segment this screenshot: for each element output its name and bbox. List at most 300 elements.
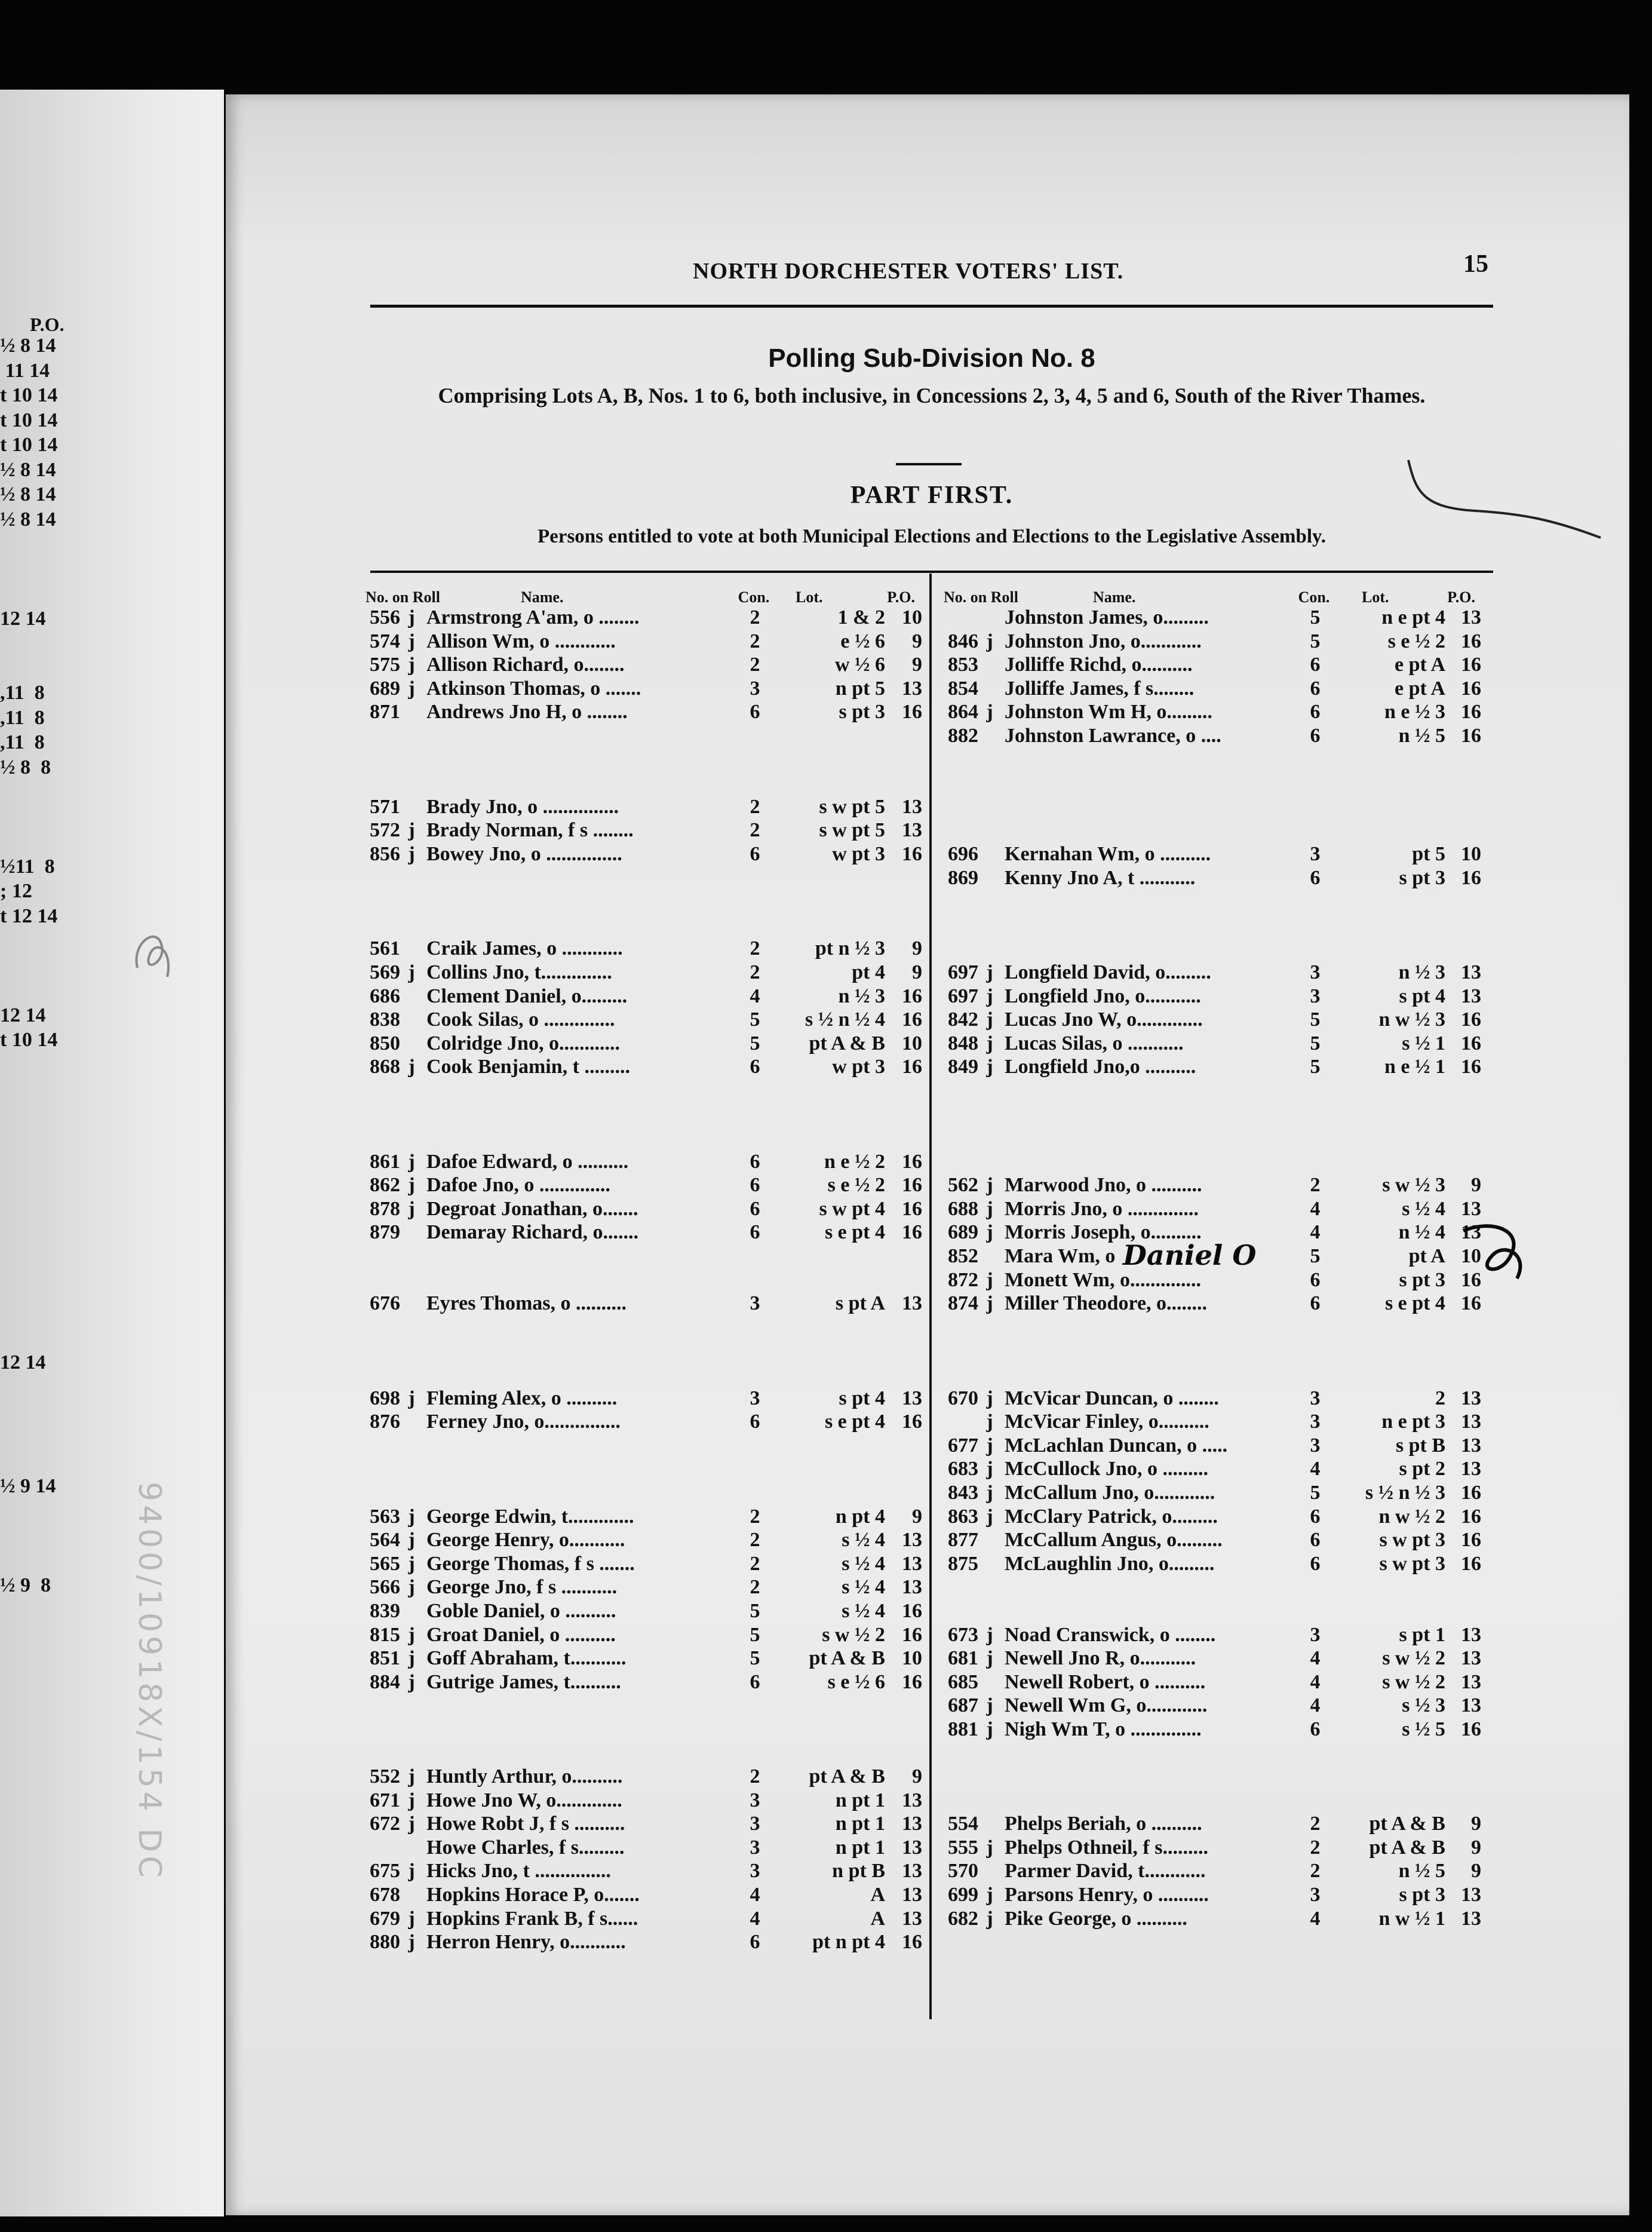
- voter-row: [944, 606, 1493, 630]
- lot: n pt 1: [835, 1813, 885, 1835]
- concession: 3: [1310, 961, 1321, 983]
- juror-mark: j: [986, 1505, 993, 1528]
- lot: s e pt 4: [824, 1411, 885, 1433]
- post-office: 16: [1461, 701, 1481, 723]
- spacer-row: [944, 1080, 1493, 1103]
- fragment-line: ½ 8 14: [0, 508, 56, 531]
- lot: n w ½ 1: [1378, 1907, 1445, 1930]
- juror-mark: j: [408, 1387, 415, 1409]
- roll-number: 678: [370, 1884, 400, 1906]
- post-office: 13: [902, 1292, 922, 1315]
- voter-row: [944, 677, 1493, 701]
- voter-row: [944, 1837, 1493, 1860]
- voter-name: Clement Daniel, o.........: [426, 985, 628, 1007]
- lot: s pt 2: [1399, 1458, 1445, 1480]
- voter-name: Jolliffe Richd, o..........: [1005, 654, 1193, 676]
- concession: 2: [750, 795, 760, 818]
- lot: pt A: [1408, 1245, 1445, 1268]
- post-office: 16: [1461, 654, 1481, 676]
- voter-row: [944, 701, 1493, 725]
- post-office: 13: [1461, 1623, 1481, 1646]
- voter-row: [366, 606, 927, 630]
- fragment-line: ½11 8: [0, 855, 55, 878]
- lot: s pt A: [835, 1292, 885, 1315]
- post-office: 10: [902, 1647, 922, 1670]
- roll-number: 571: [370, 795, 400, 818]
- post-office: 13: [1461, 1647, 1481, 1670]
- roll-number: 562: [948, 1174, 978, 1197]
- spacer-row: [366, 1316, 927, 1340]
- post-office: 13: [902, 1789, 922, 1811]
- roll-number: 849: [948, 1056, 978, 1078]
- lot: 2: [1435, 1387, 1445, 1409]
- roll-number: 869: [948, 866, 978, 889]
- lot: n ½ 3: [838, 985, 885, 1007]
- post-office: 16: [1461, 1032, 1481, 1054]
- roll-number: 572: [370, 819, 400, 842]
- voter-name: Goble Daniel, o ..........: [426, 1599, 616, 1622]
- roll-number: 846: [948, 630, 978, 652]
- post-office: 9: [1471, 1813, 1481, 1835]
- lot: s pt B: [1395, 1434, 1445, 1457]
- lot: s ½ 4: [842, 1529, 885, 1552]
- concession: 6: [750, 1174, 760, 1197]
- voter-row: [366, 1529, 927, 1553]
- voter-name: Craik James, o ............: [426, 937, 623, 960]
- voter-row: [944, 1694, 1493, 1718]
- post-office: 13: [902, 677, 922, 700]
- voter-name: Jolliffe James, f s........: [1005, 677, 1195, 700]
- concession: 4: [750, 1907, 760, 1930]
- lot: pt A & B: [809, 1032, 885, 1054]
- voter-row: [944, 1908, 1493, 1931]
- voter-row: [366, 1056, 927, 1080]
- voter-row: [366, 1600, 927, 1624]
- voter-row: [944, 1411, 1493, 1434]
- voter-name: Allison Richard, o........: [426, 654, 625, 676]
- juror-mark: j: [408, 606, 415, 628]
- voter-name: George Edwin, t.............: [426, 1505, 634, 1528]
- post-office: 16: [1461, 1552, 1481, 1575]
- voter-row: [366, 701, 927, 725]
- voter-name: McCallum Jno, o............: [1005, 1481, 1215, 1504]
- lot: s pt 4: [839, 1387, 885, 1409]
- lot: s pt 1: [1399, 1623, 1445, 1646]
- post-office: 16: [902, 1221, 922, 1244]
- roll-number: 854: [948, 677, 978, 700]
- post-office: 9: [912, 937, 922, 960]
- lot: n ½ 5: [1398, 1860, 1445, 1883]
- lot: pt A & B: [1369, 1813, 1445, 1835]
- juror-mark: j: [986, 1032, 993, 1054]
- concession: 2: [750, 961, 760, 983]
- concession: 4: [1310, 1647, 1321, 1670]
- voter-name: Miller Theodore, o........: [1005, 1292, 1208, 1315]
- roll-number: 856: [370, 842, 400, 865]
- voter-row: [944, 1529, 1493, 1553]
- concession: 5: [750, 1008, 760, 1031]
- post-office: 13: [1461, 1387, 1481, 1409]
- rows-right: [944, 606, 1493, 1931]
- lot: s e ½ 6: [827, 1670, 885, 1693]
- spacer-row: [944, 819, 1493, 843]
- lot: n e ½ 1: [1384, 1056, 1445, 1078]
- concession: 5: [750, 1032, 760, 1054]
- concession: 2: [750, 654, 760, 676]
- voter-name: Brady Jno, o ...............: [426, 795, 619, 818]
- lot: n pt 5: [835, 677, 885, 700]
- voter-row: [366, 961, 927, 985]
- juror-mark: j: [408, 819, 415, 842]
- voter-name: Collins Jno, t..............: [426, 961, 612, 983]
- voter-name: Johnston Wm H, o.........: [1005, 701, 1212, 723]
- roll-number: 688: [948, 1197, 978, 1220]
- voter-row: [944, 1553, 1493, 1577]
- spacer-row: [366, 1458, 927, 1482]
- roll-number: 872: [948, 1268, 978, 1291]
- juror-mark: j: [408, 1907, 415, 1930]
- post-office: 16: [902, 1150, 922, 1173]
- voter-row: [366, 796, 927, 820]
- spacer-row: [944, 1742, 1493, 1766]
- voter-row: [944, 867, 1493, 891]
- juror-mark: j: [986, 1647, 993, 1670]
- lot: s w pt 5: [819, 819, 885, 842]
- spacer-row: [944, 890, 1493, 914]
- roll-number: 670: [948, 1387, 978, 1409]
- concession: 5: [1310, 1245, 1321, 1268]
- lot: s e pt 4: [1384, 1292, 1445, 1315]
- spacer-row: [944, 1151, 1493, 1175]
- fragment-po-header: P.O.: [30, 314, 65, 335]
- post-office: 13: [1461, 1458, 1481, 1480]
- lot: s ½ 5: [1402, 1718, 1445, 1740]
- voter-name: Nigh Wm T, o ..............: [1005, 1718, 1202, 1740]
- post-office: 10: [902, 1032, 922, 1054]
- voter-row: [944, 1292, 1493, 1316]
- concession: 5: [1310, 1032, 1321, 1054]
- juror-mark: j: [986, 1836, 993, 1859]
- voter-row: [944, 1506, 1493, 1529]
- roll-number: 687: [948, 1694, 978, 1717]
- voter-name: Hicks Jno, t ...............: [426, 1860, 611, 1883]
- roll-number: 875: [948, 1552, 978, 1575]
- voter-name: Kenny Jno A, t ...........: [1005, 866, 1196, 889]
- lot: n pt 1: [835, 1836, 885, 1859]
- roll-number: 842: [948, 1008, 978, 1031]
- post-office: 13: [1461, 1197, 1481, 1220]
- col-head-no: No. on Roll: [366, 588, 440, 606]
- juror-mark: j: [986, 1434, 993, 1457]
- post-office: 16: [1461, 866, 1481, 889]
- juror-mark: j: [408, 1813, 415, 1835]
- post-office: 13: [902, 1813, 922, 1835]
- handwritten-bracket-mark: [1457, 1219, 1541, 1290]
- spacer-row: [944, 937, 1493, 961]
- spacer-row: [366, 1694, 927, 1718]
- lot: s ½ 4: [842, 1599, 885, 1622]
- concession: 3: [750, 1836, 760, 1859]
- concession: 4: [750, 985, 760, 1007]
- voter-row: [366, 630, 927, 654]
- voter-name: Huntly Arthur, o..........: [426, 1765, 623, 1788]
- voter-row: [366, 1860, 927, 1884]
- roll-number: 677: [948, 1434, 978, 1457]
- voter-row: [366, 819, 927, 843]
- voter-row: [366, 1837, 927, 1860]
- concession: 5: [1310, 1056, 1321, 1078]
- juror-mark: j: [986, 1174, 993, 1197]
- fragment-line: ; 12: [0, 880, 32, 902]
- concession: 6: [750, 1670, 760, 1693]
- voter-row: [944, 1239, 1493, 1272]
- post-office: 9: [912, 1765, 922, 1788]
- lot: s w ½ 2: [822, 1623, 885, 1646]
- post-office: 13: [1461, 1884, 1481, 1906]
- spacer-row: [944, 1103, 1493, 1127]
- col-head-no: No. on Roll: [944, 588, 1018, 606]
- concession: 6: [750, 1197, 760, 1220]
- roll-number: 570: [948, 1860, 978, 1883]
- concession: 6: [1310, 1718, 1321, 1740]
- juror-mark: j: [986, 1056, 993, 1078]
- voter-row: [944, 1032, 1493, 1056]
- voter-row: [366, 985, 927, 1009]
- concession: 2: [750, 819, 760, 842]
- voter-row: [944, 1198, 1493, 1222]
- concession: 6: [1310, 677, 1321, 700]
- juror-mark: j: [408, 1197, 415, 1220]
- fragment-line: 11 14: [0, 359, 50, 382]
- voter-name: George Jno, f s ...........: [426, 1576, 618, 1599]
- voter-name: McCallum Angus, o.........: [1005, 1529, 1223, 1552]
- post-office: 16: [1461, 1268, 1481, 1291]
- voter-name: Pike George, o ..........: [1005, 1907, 1187, 1930]
- voter-name: Monett Wm, o..............: [1005, 1268, 1201, 1291]
- roll-number: 574: [370, 630, 400, 652]
- roll-number: 848: [948, 1032, 978, 1054]
- voter-row: [944, 1647, 1493, 1671]
- juror-mark: j: [408, 630, 415, 652]
- voter-row: [366, 1151, 927, 1175]
- voter-row: [366, 1411, 927, 1434]
- concession: 3: [1310, 1884, 1321, 1906]
- voter-name: McVicar Finley, o..........: [1005, 1411, 1209, 1433]
- voter-name: Lucas Jno W, o.............: [1005, 1008, 1203, 1031]
- concession: 3: [750, 1292, 760, 1315]
- col-head-name: Name.: [1093, 588, 1136, 606]
- post-office: 13: [1461, 1907, 1481, 1930]
- concession: 6: [750, 701, 760, 723]
- roll-number: 839: [370, 1599, 400, 1622]
- lot: s w pt 3: [1379, 1552, 1445, 1575]
- voter-row: [366, 1008, 927, 1032]
- post-office: 16: [902, 1174, 922, 1197]
- roll-number: 877: [948, 1529, 978, 1552]
- juror-mark: j: [986, 1718, 993, 1740]
- post-office: 16: [902, 1056, 922, 1078]
- roll-number: 698: [370, 1387, 400, 1409]
- page-number: 15: [1463, 250, 1488, 278]
- concession: 5: [1310, 1008, 1321, 1031]
- roll-number: 555: [948, 1836, 978, 1859]
- post-office: 9: [1471, 1836, 1481, 1859]
- concession: 6: [750, 1931, 760, 1954]
- juror-mark: j: [986, 1458, 993, 1480]
- voter-name: McLachlan Duncan, o .....: [1005, 1434, 1228, 1457]
- post-office: 16: [1461, 1056, 1481, 1078]
- juror-mark: j: [408, 1647, 415, 1670]
- roll-number: 850: [370, 1032, 400, 1054]
- roll-number: 689: [948, 1221, 978, 1244]
- spacer-row: [944, 1600, 1493, 1624]
- roll-number: 815: [370, 1623, 400, 1646]
- spacer-row: [366, 1363, 927, 1387]
- voter-name: Howe Charles, f s.........: [426, 1836, 625, 1859]
- lot: s pt 3: [1399, 1268, 1445, 1291]
- voter-name: George Thomas, f s .......: [426, 1552, 635, 1575]
- voter-row: [944, 1269, 1493, 1293]
- juror-mark: j: [986, 985, 993, 1007]
- roll-number: 697: [948, 961, 978, 983]
- spacer-row: [366, 1245, 927, 1269]
- voter-name: Johnston Jno, o............: [1005, 630, 1202, 652]
- spacer-row: [366, 1339, 927, 1363]
- voter-name: Newell Wm G, o............: [1005, 1694, 1208, 1717]
- concession: 6: [1310, 724, 1321, 747]
- voter-row: [366, 1576, 927, 1600]
- spacer-row: [366, 725, 927, 749]
- voter-name: Cook Silas, o ..............: [426, 1008, 615, 1031]
- roll-number: 565: [370, 1552, 400, 1575]
- voter-row: [944, 961, 1493, 985]
- lot: s pt 3: [1399, 866, 1445, 889]
- juror-mark: j: [986, 1221, 993, 1244]
- spacer-row: [944, 1127, 1493, 1151]
- voter-name: Demaray Richard, o.......: [426, 1221, 639, 1244]
- voter-name: Longfield David, o.........: [1005, 961, 1211, 983]
- fragment-line: 12 14: [0, 1004, 46, 1026]
- concession: 6: [1310, 1268, 1321, 1291]
- post-office: 13: [1461, 1221, 1481, 1244]
- voter-row: [366, 1292, 927, 1316]
- short-divider: [896, 463, 962, 465]
- concession: 2: [1310, 1813, 1321, 1835]
- voter-column-right: [944, 588, 1493, 1931]
- roll-number: 561: [370, 937, 400, 960]
- voter-name: Ferney Jno, o...............: [426, 1411, 621, 1433]
- handwritten-name: Daniel O: [1123, 1239, 1257, 1272]
- juror-mark: j: [408, 961, 415, 983]
- spacer-row: [366, 1434, 927, 1458]
- lot: A: [870, 1884, 885, 1906]
- concession: 6: [1310, 1292, 1321, 1315]
- concession: 6: [750, 1221, 760, 1244]
- voter-name: Morris Jno, o ..............: [1005, 1197, 1199, 1220]
- post-office: 13: [902, 1529, 922, 1552]
- lot: w pt 3: [832, 842, 885, 865]
- voter-row: [366, 843, 927, 867]
- lot: n ½ 3: [1398, 961, 1445, 983]
- voter-name: Gutrige James, t..........: [426, 1670, 621, 1693]
- concession: 5: [1310, 606, 1321, 628]
- lot: s w ½ 3: [1382, 1174, 1445, 1197]
- voter-row: [944, 1434, 1493, 1458]
- concession: 5: [1310, 1481, 1321, 1504]
- concession: 6: [1310, 701, 1321, 723]
- concession: 3: [750, 1789, 760, 1811]
- spacer-row: [944, 772, 1493, 796]
- voter-name: Andrews Jno H, o ........: [426, 701, 628, 723]
- post-office: 9: [912, 961, 922, 983]
- lot: s w pt 4: [819, 1197, 885, 1220]
- roll-number: 882: [948, 724, 978, 747]
- juror-mark: j: [986, 1268, 993, 1291]
- spacer-row: [944, 1363, 1493, 1387]
- concession: 2: [750, 606, 760, 628]
- juror-mark: j: [986, 1387, 993, 1409]
- roll-number: 556: [370, 606, 400, 628]
- lot: s ½ 4: [1402, 1197, 1445, 1220]
- juror-mark: j: [408, 1056, 415, 1078]
- rows-left: [366, 606, 927, 1955]
- voter-name: Dafoe Edward, o ..........: [426, 1150, 629, 1173]
- voter-row: [944, 1624, 1493, 1648]
- voter-row: [944, 1008, 1493, 1032]
- lot: s e pt 4: [824, 1221, 885, 1244]
- voter-row: [366, 1387, 927, 1411]
- post-office: 16: [1461, 677, 1481, 700]
- lot: pt n pt 4: [812, 1931, 885, 1954]
- voter-row: [944, 1671, 1493, 1695]
- voter-name: Brady Norman, f s ........: [426, 819, 634, 842]
- post-office: 13: [902, 1884, 922, 1906]
- juror-mark: j: [408, 654, 415, 676]
- roll-number: 671: [370, 1789, 400, 1811]
- voter-name: McClary Patrick, o.........: [1005, 1505, 1218, 1528]
- concession: 3: [1310, 1387, 1321, 1409]
- roll-number: 878: [370, 1197, 400, 1220]
- voter-name: Morris Joseph, o..........: [1005, 1221, 1202, 1244]
- voter-row: [366, 1647, 927, 1671]
- spacer-row: [944, 1789, 1493, 1813]
- post-office: 16: [902, 701, 922, 723]
- post-office: 9: [912, 654, 922, 676]
- voter-row: [366, 1671, 927, 1695]
- roll-number: 683: [948, 1458, 978, 1480]
- fragment-line: ½ 8 14: [0, 483, 56, 505]
- voter-name: Phelps Beriah, o ..........: [1005, 1813, 1202, 1835]
- adjacent-page-fragment: [0, 90, 224, 2216]
- fragment-line: t 10 14: [0, 384, 58, 406]
- post-office: 16: [902, 1008, 922, 1031]
- concession: 3: [1310, 1623, 1321, 1646]
- juror-mark: j: [408, 1552, 415, 1575]
- lot: pt A & B: [809, 1647, 885, 1670]
- fragment-line: ,11 8: [0, 682, 45, 704]
- voter-row: [366, 1221, 927, 1245]
- juror-mark: j: [408, 842, 415, 865]
- voter-row: [366, 1884, 927, 1908]
- lot: n ½ 5: [1398, 724, 1445, 747]
- spacer-row: [944, 1316, 1493, 1340]
- roll-number: 874: [948, 1292, 978, 1315]
- lot: n pt B: [832, 1860, 885, 1883]
- lot: s ½ 4: [842, 1576, 885, 1599]
- juror-mark: j: [986, 630, 993, 652]
- persons-entitled-text: Persons entitled to vote at both Municipal Elections and Elections to the Legislative Assembly.: [538, 526, 1326, 547]
- juror-mark: j: [408, 1623, 415, 1646]
